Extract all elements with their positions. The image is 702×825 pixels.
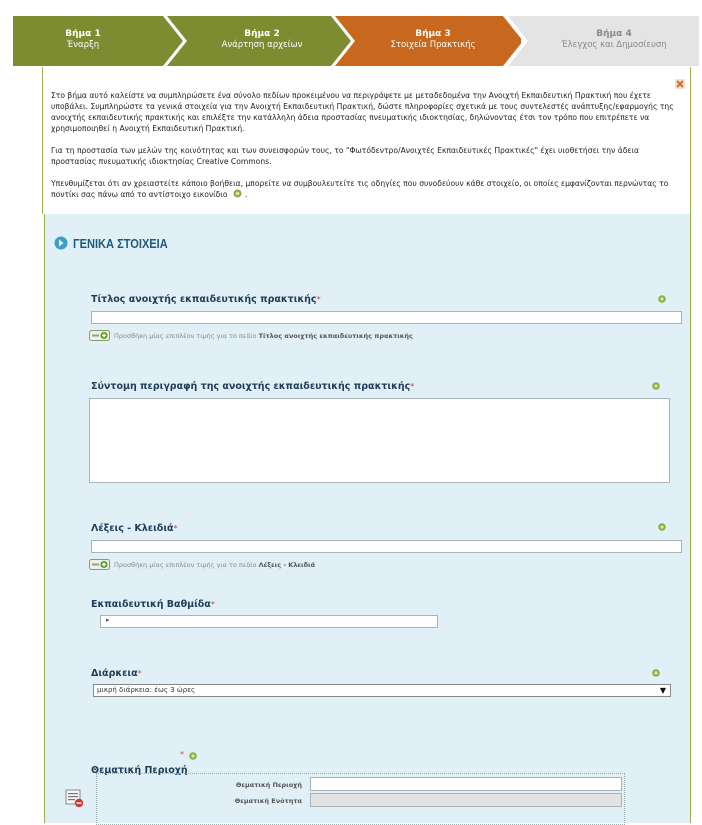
thematic-area-label: Θεματική Περιοχή bbox=[235, 781, 302, 789]
required-mark: * bbox=[210, 600, 215, 609]
thematic-area-input[interactable] bbox=[310, 777, 622, 791]
step-4-subtitle: Έλεγχος και Δημοσίευση bbox=[561, 40, 667, 50]
intro-text bbox=[51, 90, 676, 211]
step-2[interactable] bbox=[163, 16, 353, 66]
intro-paragraph-3 bbox=[51, 178, 676, 200]
step-1-subtitle: Έναρξη bbox=[66, 40, 100, 50]
step-3[interactable] bbox=[331, 16, 521, 66]
tree-expand-icon[interactable]: ▸ bbox=[106, 616, 110, 624]
duration-label bbox=[91, 668, 142, 679]
keywords-add-field: Λέξεις - Κλειδιά bbox=[258, 561, 316, 569]
thematic-label: Θεματική Περιοχή bbox=[91, 765, 188, 776]
close-icon[interactable] bbox=[675, 79, 685, 89]
section-arrow-icon bbox=[54, 236, 68, 250]
description-info-icon[interactable] bbox=[652, 382, 660, 390]
level-tree-selector[interactable] bbox=[100, 615, 438, 628]
form-panel bbox=[44, 214, 691, 823]
step-4-title: Βήμα 4 bbox=[596, 29, 632, 39]
add-value-icon[interactable] bbox=[89, 330, 110, 341]
thematic-info-icon[interactable] bbox=[189, 752, 197, 760]
intro-paragraph-3-text: Υπενθυμίζεται ότι αν χρειαστείτε κάποιο βοήθεια, μπορείτε να συμβουλευτείτε τις οδηγίες που συνοδεύουν κάθε στοιχείο, οι οποίες εμφανίζονται περνώντας το ποντίκι σας πάνω από το αντίστοιχο εικονίδιο bbox=[51, 179, 669, 199]
step-3-subtitle: Στοιχεία Πρακτικής bbox=[390, 40, 476, 50]
intro-panel bbox=[42, 67, 691, 214]
keywords-info-icon[interactable] bbox=[658, 523, 666, 531]
step-4[interactable] bbox=[504, 16, 699, 66]
step-3-title: Βήμα 3 bbox=[415, 29, 451, 39]
title-add-prefix: Προσθήκη μίας επιπλέον τιμής για το πεδίο bbox=[114, 332, 257, 340]
keywords-add-prefix: Προσθήκη μίας επιπλέον τιμής για το πεδίο bbox=[114, 561, 257, 569]
duration-label-text: Διάρκεια bbox=[91, 668, 138, 679]
description-label bbox=[91, 381, 414, 392]
title-label-text: Τίτλος ανοιχτής εκπαιδευτικής πρακτικής bbox=[91, 294, 317, 305]
required-mark: * bbox=[316, 295, 321, 304]
level-label-text: Εκπαιδευτική Βαθμίδα bbox=[91, 599, 211, 610]
description-textarea[interactable] bbox=[89, 398, 670, 483]
title-input[interactable] bbox=[91, 311, 682, 324]
step-1-title: Βήμα 1 bbox=[65, 29, 101, 39]
remove-entry-icon[interactable] bbox=[65, 788, 85, 808]
intro-paragraph-2: Για τη προστασία των μελών της κοινότητας και των συνεισφορών τους, το "Φωτόδεντρο/Ανοιχτές Εκπαιδευτικές Πρακτικές" έχει υιοθετήσει την άδεια προστασίας πνευματικής ιδιοκτησίας Creative Commons. bbox=[51, 146, 640, 166]
title-add-field: Τίτλος ανοιχτής εκπαιδευτικής πρακτικής bbox=[258, 332, 413, 340]
thematic-unit-input[interactable] bbox=[310, 793, 622, 807]
step-2-subtitle: Ανάρτηση αρχείων bbox=[221, 40, 303, 50]
thematic-required-mark: * bbox=[180, 750, 184, 759]
thematic-unit-label: Θεματική Ενότητα bbox=[234, 797, 302, 805]
required-mark: * bbox=[410, 382, 415, 391]
intro-paragraph-3-end: . bbox=[244, 190, 248, 199]
keywords-label bbox=[91, 523, 178, 534]
required-mark: * bbox=[137, 669, 142, 678]
step-1[interactable] bbox=[13, 16, 183, 66]
keywords-label-text: Λέξεις - Κλειδιά bbox=[91, 523, 174, 534]
wizard-steps bbox=[13, 16, 699, 66]
title-label bbox=[91, 294, 321, 305]
required-mark: * bbox=[173, 524, 178, 533]
info-icon bbox=[233, 189, 242, 198]
step-2-title: Βήμα 2 bbox=[244, 29, 280, 39]
add-value-icon[interactable] bbox=[89, 559, 110, 570]
level-label bbox=[91, 599, 215, 610]
description-label-text: Σύντομη περιγραφή της ανοιχτής εκπαιδευτικής πρακτικής bbox=[91, 381, 411, 392]
duration-select[interactable] bbox=[93, 684, 671, 697]
chevron-down-icon: ▼ bbox=[659, 686, 666, 695]
section-title: ΓΕΝΙΚΑ ΣΤΟΙΧΕΙΑ bbox=[73, 236, 168, 251]
keywords-input[interactable] bbox=[91, 540, 682, 553]
intro-paragraph-1: Στο βήμα αυτό καλείστε να συμπληρώσετε ένα σύνολο πεδίων προκειμένου να περιγράψετε με μεταδεδομένα την Ανοιχτή Εκπαιδευτική Πρακτική που έχετε υποβάλει. Συμπληρώστε τα γενικά στοιχεία για την Ανοιχτή Εκπαιδευτική Πρακτική, δώστε πληροφορίες σχετικά με τους συντελεστές ανάπτυξης/εφαρμογής της ανοιχτής εκπαιδευτικής πρακτικής και επιλέξτε την κατάλληλη άδεια προστασίας πνευματικής ιδιοκτησίας, δηλώνοντας έτσι τον τρόπο που επιτρέπετε να χρησιμοποιηθεί η Ανοιχτή Εκπαιδευτική Πρακτική. bbox=[51, 91, 674, 133]
duration-selected-value: μικρή διάρκεια: έως 3 ώρες bbox=[97, 686, 196, 694]
duration-info-icon[interactable] bbox=[652, 669, 660, 677]
title-info-icon[interactable] bbox=[658, 295, 666, 303]
